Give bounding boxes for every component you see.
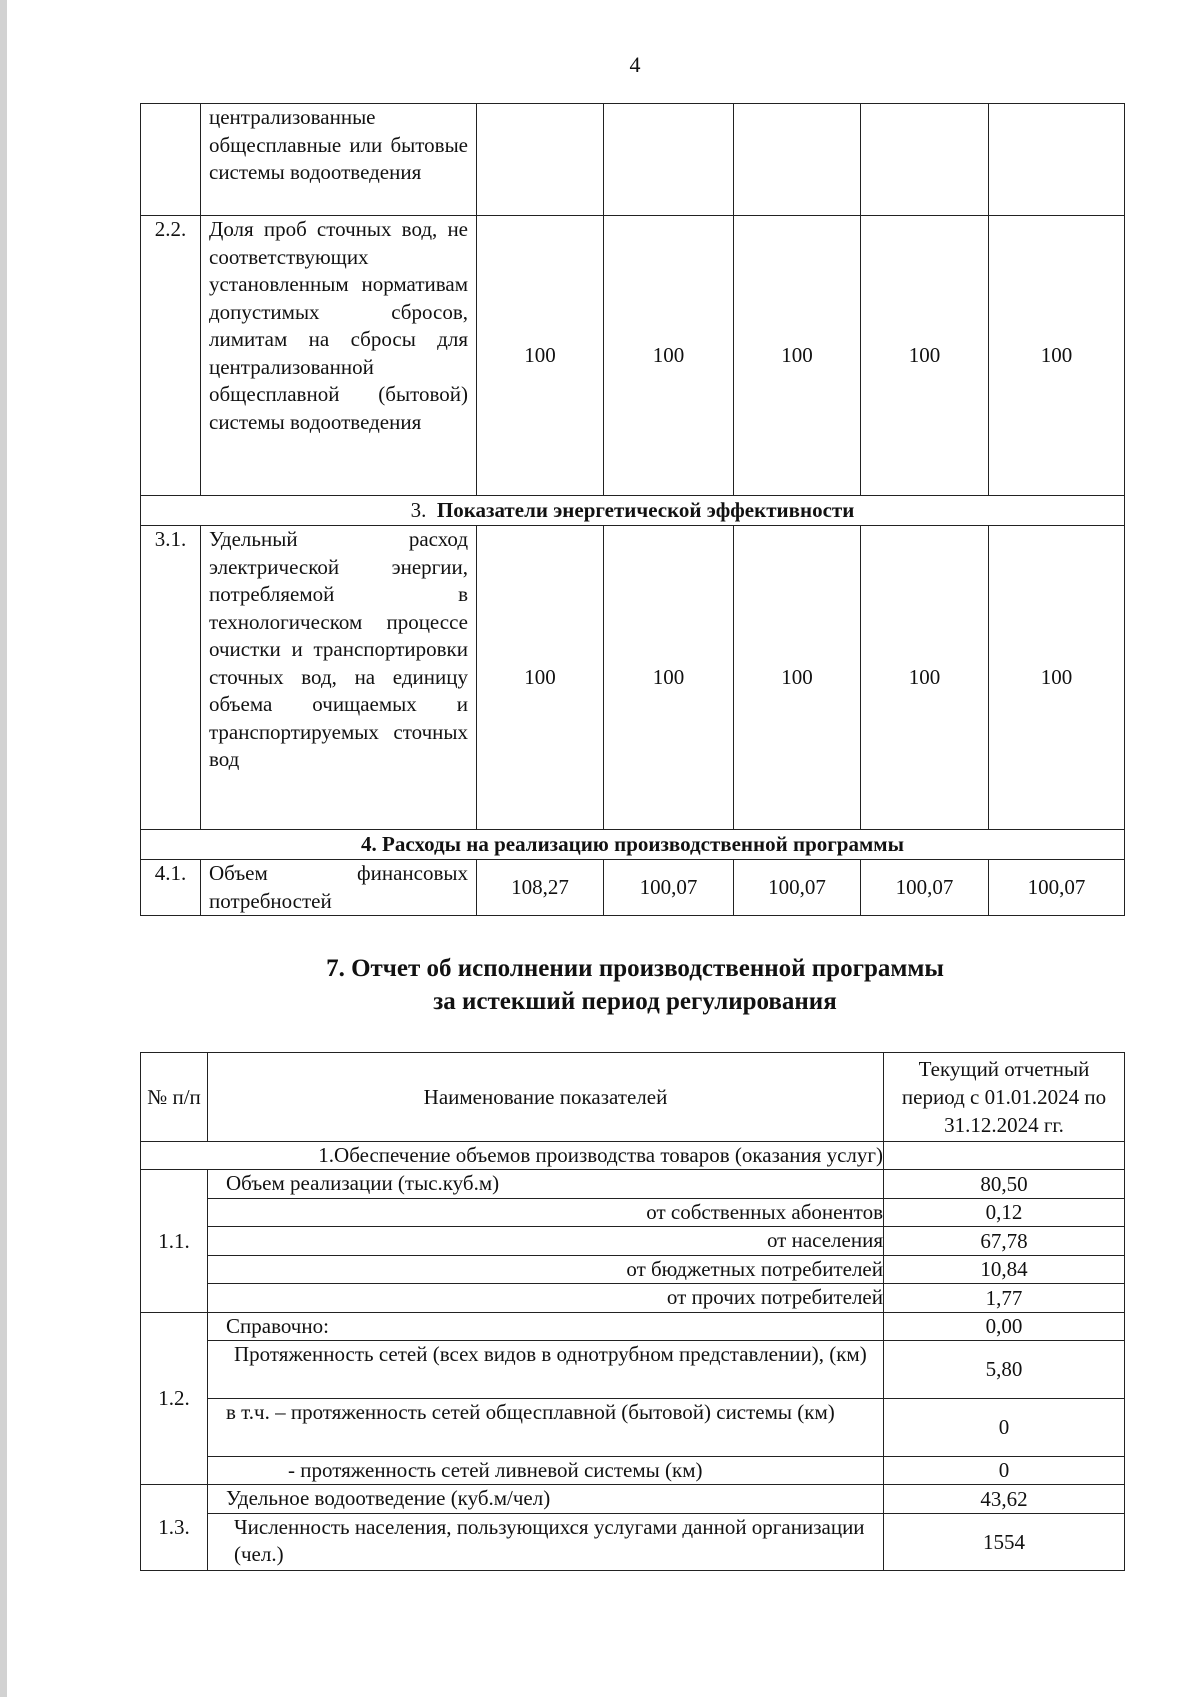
value-cell [734, 104, 861, 216]
value-cell: 5,80 [884, 1341, 1125, 1399]
heading-line-1: 7. Отчет об исполнении производственной программы [326, 955, 944, 982]
value-cell: 100 [604, 216, 734, 496]
value-cell: 100 [861, 526, 989, 830]
page-number: 4 [629, 52, 641, 77]
header-name: Наименование показателей [208, 1053, 884, 1142]
row-number: 1.3. [141, 1485, 208, 1571]
section-title-text: Показатели энергетической эффективности [436, 498, 855, 522]
table-row [141, 1284, 1125, 1313]
value-cell: 100 [989, 526, 1125, 830]
indicator-name: Объем финансовых потребностей [201, 860, 477, 916]
row-number: 2.2. [141, 216, 201, 496]
value-cell: 67,78 [884, 1227, 1125, 1256]
scan-edge [0, 0, 7, 1697]
table-row [141, 104, 1125, 216]
value-cell: 100 [734, 216, 861, 496]
report-table [140, 1052, 1125, 1571]
value-cell: 100,07 [604, 860, 734, 916]
value-cell: 10,84 [884, 1256, 1125, 1284]
section-title [141, 496, 1125, 526]
section-row [141, 1142, 1125, 1170]
indicator-name: от прочих потребителей [208, 1284, 884, 1313]
value-cell: 108,27 [477, 860, 604, 916]
value-cell: 100 [734, 526, 861, 830]
indicator-name: от населения [208, 1227, 884, 1256]
row-number: 4.1. [141, 860, 201, 916]
table-row [141, 1170, 1125, 1199]
value-cell [477, 104, 604, 216]
value-cell: 100 [477, 526, 604, 830]
section-row [141, 830, 1125, 860]
indicator-name: Доля проб сточных вод, не соответствующих установленным нормативам допустимых сбросов, лимитам на сбросы для централизованной общесплавной (бытовой) системы водоотведения [201, 216, 477, 496]
value-cell [604, 104, 734, 216]
table-row [141, 860, 1125, 916]
value-cell [884, 1142, 1125, 1170]
table-row [141, 1457, 1125, 1485]
row-number [141, 104, 201, 216]
indicators-table [140, 103, 1125, 916]
value-cell [861, 104, 989, 216]
row-number: 1.2. [141, 1313, 208, 1485]
section-heading [0, 952, 1200, 1018]
table-row [141, 1256, 1125, 1284]
value-cell: 100 [477, 216, 604, 496]
section-title: 1.Обеспечение объемов производства товаров (оказания услуг) [141, 1142, 884, 1170]
header-row [141, 1053, 1125, 1142]
indicator-name: - протяженность сетей ливневой системы (км) [208, 1457, 884, 1485]
row-number: 3.1. [141, 526, 201, 830]
indicator-name: Численность населения, пользующихся услугами данной организации (чел.) [208, 1514, 884, 1571]
value-cell: 0 [884, 1399, 1125, 1457]
table-row [141, 1199, 1125, 1227]
indicator-name: Удельный расход электрической энергии, потребляемой в технологическом процессе очистки и транспортировки сточных вод, на единицу объема очищаемых и транспортируемых сточных вод [201, 526, 477, 830]
header-number: № п/п [141, 1053, 208, 1142]
value-cell: 43,62 [884, 1485, 1125, 1514]
indicator-name: в т.ч. – протяженность сетей общесплавной (бытовой) системы (км) [208, 1399, 884, 1457]
table-row [141, 526, 1125, 830]
indicator-name: от бюджетных потребителей [208, 1256, 884, 1284]
value-cell: 100 [604, 526, 734, 830]
value-cell [989, 104, 1125, 216]
indicator-name: Удельное водоотведение (куб.м/чел) [208, 1485, 884, 1514]
table-row [141, 1514, 1125, 1571]
indicator-name: от собственных абонентов [208, 1199, 884, 1227]
table-row [141, 1485, 1125, 1514]
value-cell: 100,07 [861, 860, 989, 916]
table-row [141, 1341, 1125, 1399]
value-cell: 0,00 [884, 1313, 1125, 1341]
row-number: 1.1. [141, 1170, 208, 1313]
value-cell: 100 [989, 216, 1125, 496]
table-row [141, 1399, 1125, 1457]
table-row [141, 1227, 1125, 1256]
value-cell: 1554 [884, 1514, 1125, 1571]
section-title: 4. Расходы на реализацию производственной программы [141, 830, 1125, 860]
indicator-name: Справочно: [208, 1313, 884, 1341]
indicator-name: централизованные общесплавные или бытовые системы водоотведения [201, 104, 477, 216]
table-row [141, 1313, 1125, 1341]
indicator-name: Объем реализации (тыс.куб.м) [208, 1170, 884, 1199]
table-row [141, 216, 1125, 496]
value-cell: 100,07 [989, 860, 1125, 916]
section-number: 3. [410, 498, 427, 522]
value-cell: 0 [884, 1457, 1125, 1485]
value-cell: 100 [861, 216, 989, 496]
value-cell: 100,07 [734, 860, 861, 916]
value-cell: 1,77 [884, 1284, 1125, 1313]
value-cell: 0,12 [884, 1199, 1125, 1227]
heading-line-2: за истекший период регулирования [433, 988, 837, 1015]
value-cell: 80,50 [884, 1170, 1125, 1199]
indicator-name: Протяженность сетей (всех видов в однотрубном представлении), (км) [208, 1341, 884, 1399]
section-row [141, 496, 1125, 526]
header-period: Текущий отчетный период с 01.01.2024 по 31.12.2024 гг. [884, 1053, 1125, 1142]
